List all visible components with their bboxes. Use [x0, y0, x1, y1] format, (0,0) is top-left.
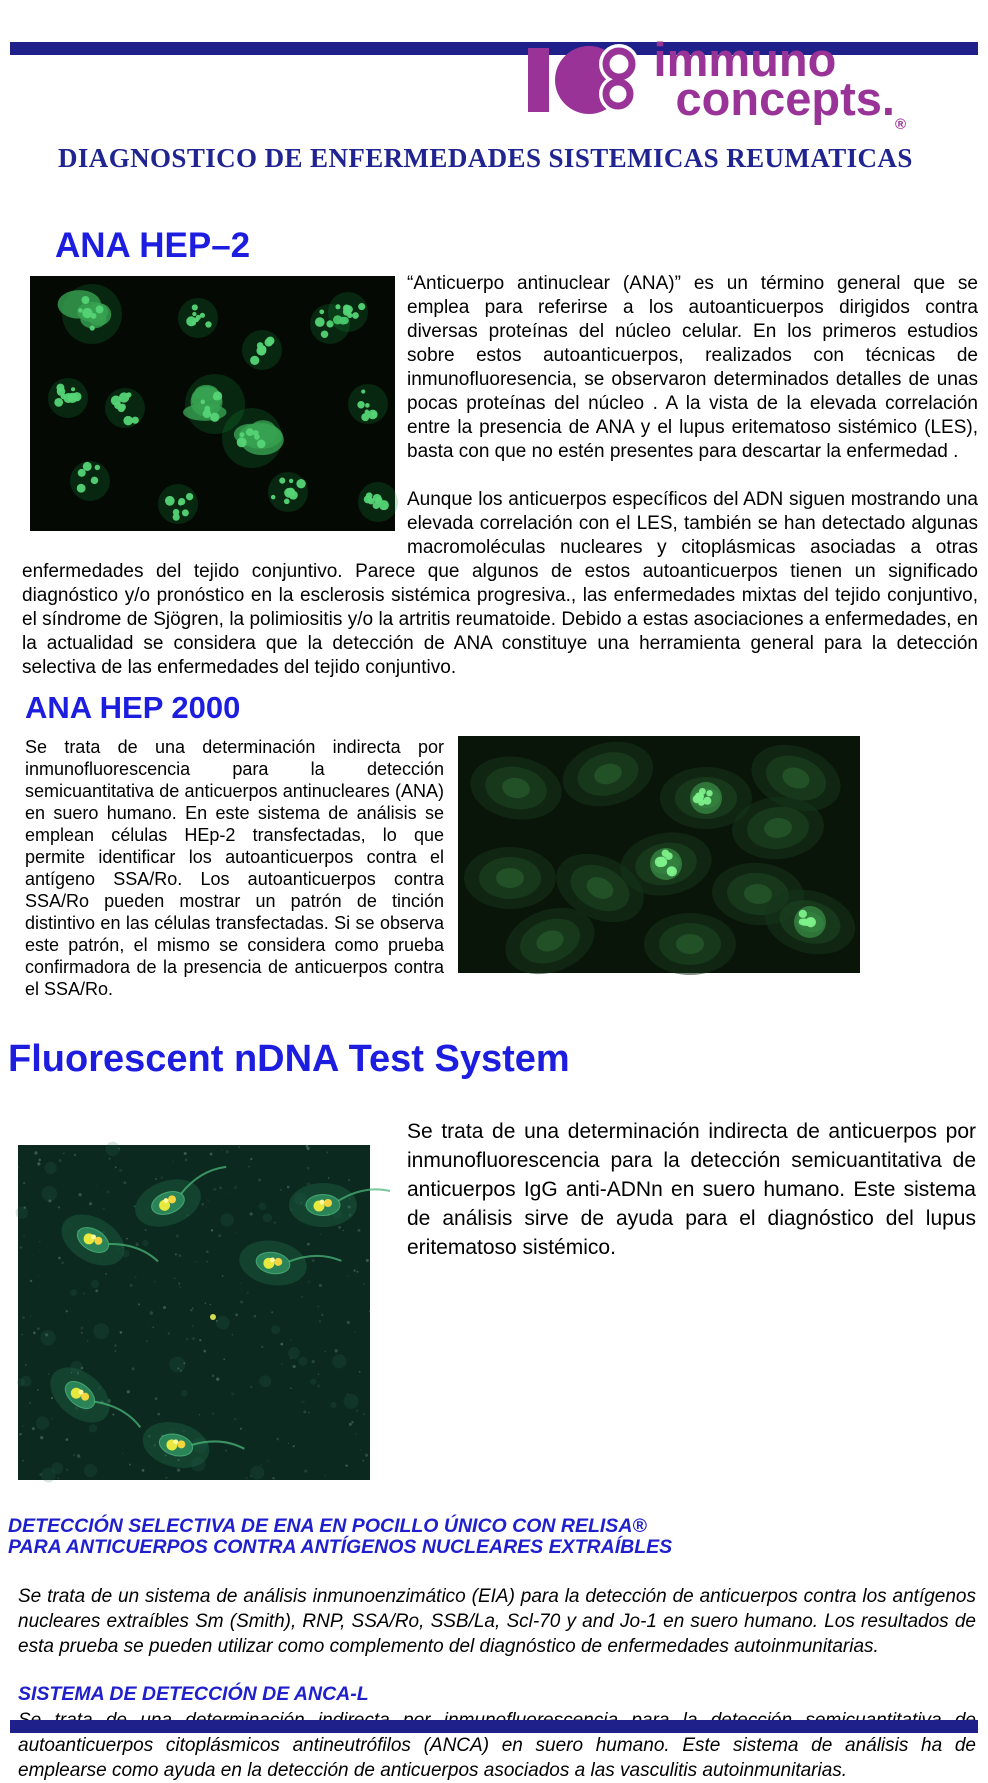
relisa-heading-line2: PARA ANTICUERPOS CONTRA ANTÍGENOS NUCLEARES EXTRAÍBLES — [8, 1536, 673, 1559]
ana-hep2-paragraph-2: Aunque los anticuerpos específicos del ADN siguen mostrando una elevada correlación con el LES, también se han detectado algunas macromoléculas nucleares y citoplásmicas asociadas a otras enfermedades del tejido conjuntivo. Parece que algunos de estos autoanticuerpos tienen un significado diagnóstico y/o pronóstico en la esclerosis sistémica progresiva., las enfermedades mixtas del tejido conjuntivo, el síndrome de Sjögren, la polimiositis y/o la artritis reumatoide. Debido a estas asociaciones a enfermedades, en la actualidad se considera que la detección de ANA constituye una herramienta general para la detección selectiva de las enfermedades del tejido conjuntivo. — [22, 489, 978, 679]
document-page — [0, 33, 988, 1782]
hep2-micrograph-image — [30, 276, 395, 531]
relisa-paragraph: Se trata de un sistema de análisis inmunoenzimático (EIA) para la detección de anticuerpos contra los antígenos nucleares extraíbles Sm (Smith), RNP, SSA/Ro, SSB/La, Scl-70 y and Jo-1 en suero humano. Los resultados de esta prueba se pueden utilizar como complemento del diagnóstico de enfermedades autoinmunitarias. — [18, 1586, 976, 1658]
hep2000-micrograph-image — [458, 736, 860, 973]
relisa-heading — [8, 1480, 976, 1558]
relisa-heading-line1: DETECCIÓN SELECTIVA DE ENA EN POCILLO ÚNICO CON RELISA® — [8, 1515, 647, 1538]
ndna-section — [0, 1117, 988, 1783]
document-title: DIAGNOSTICO DE ENFERMEDADES SISTEMICAS REUMATICAS — [58, 143, 913, 174]
immuno-concepts-logo — [526, 33, 906, 133]
ana-hep2000-paragraph: Se trata de una determinación indirecta por inmunofluorescencia para la detección semicuantitativa de anticuerpos antinucleares (ANA) en suero humano. En este sistema de análisis se emplean células HEp-2 transfectadas, lo que permite identificar los autoanticuerpos contra el antígeno SSA/Ro. Los autoanticuerpos contra SSA/Ro pueden mostrar un patrón de tinción distintivo en las células transfectadas. Si se observa este patrón, el mismo se considera como prueba confirmadora de la presencia de anticuerpos contra el SSA/Ro. — [25, 737, 444, 1000]
registered-mark: ® — [894, 116, 906, 133]
bottom-divider-bar — [10, 1720, 978, 1733]
ana-hep2-paragraph-1: “Anticuerpo antinuclear (ANA)” es un término general que se emplea para referirse a los autoanticuerpos dirigidos contra diversas proteínas del núcleo celular. En los primeros estudios sobre estos autoanticuerpos, realizados con técnicas de inmunofluoresencia, se observaron determinados detalles de unas pocas proteínas del núcleo . A la vista de la elevada correlación entre la presencia de ANA y el lupus eritematoso sistémico (LES), basta con que no estén presentes para descartar la enfermedad . — [407, 273, 978, 463]
ndna-heading: Fluorescent nDNA Test System — [8, 1038, 570, 1081]
immuno-concepts-logo-icon — [526, 34, 646, 122]
anca-heading: SISTEMA DE DETECCIÓN DE ANCA-L — [18, 1683, 369, 1706]
ana-hep2-section — [0, 272, 988, 680]
ndna-micrograph-image — [18, 1145, 370, 1480]
ana-hep2000-section — [0, 736, 988, 1000]
ana-hep2000-heading: ANA HEP 2000 — [25, 690, 241, 726]
logo-word-immuno: immuno — [653, 33, 837, 86]
logo-wordmark — [653, 33, 906, 133]
ana-hep2-heading: ANA HEP–2 — [55, 226, 251, 266]
ndna-paragraph: Se trata de una determinación indirecta de anticuerpos por inmunofluorescencia para la detección semicuantitativa de anticuerpos IgG anti-ADNn en suero humano. Este sistema de análisis sirve de ayuda para el diagnóstico del lupus eritematoso sistémico. — [407, 1120, 976, 1260]
logo-word-concepts: $concepts._®$ — [675, 72, 906, 133]
anca-paragraph: autoanticuerpos citoplásmicos antineutrófilos (ANCA) en suero humano. Este sistema de análisis ha de emplearse como ayuda en la detección de anticuerpos asociados a las vasculitis autoinmunitarias. — [18, 1735, 976, 1782]
